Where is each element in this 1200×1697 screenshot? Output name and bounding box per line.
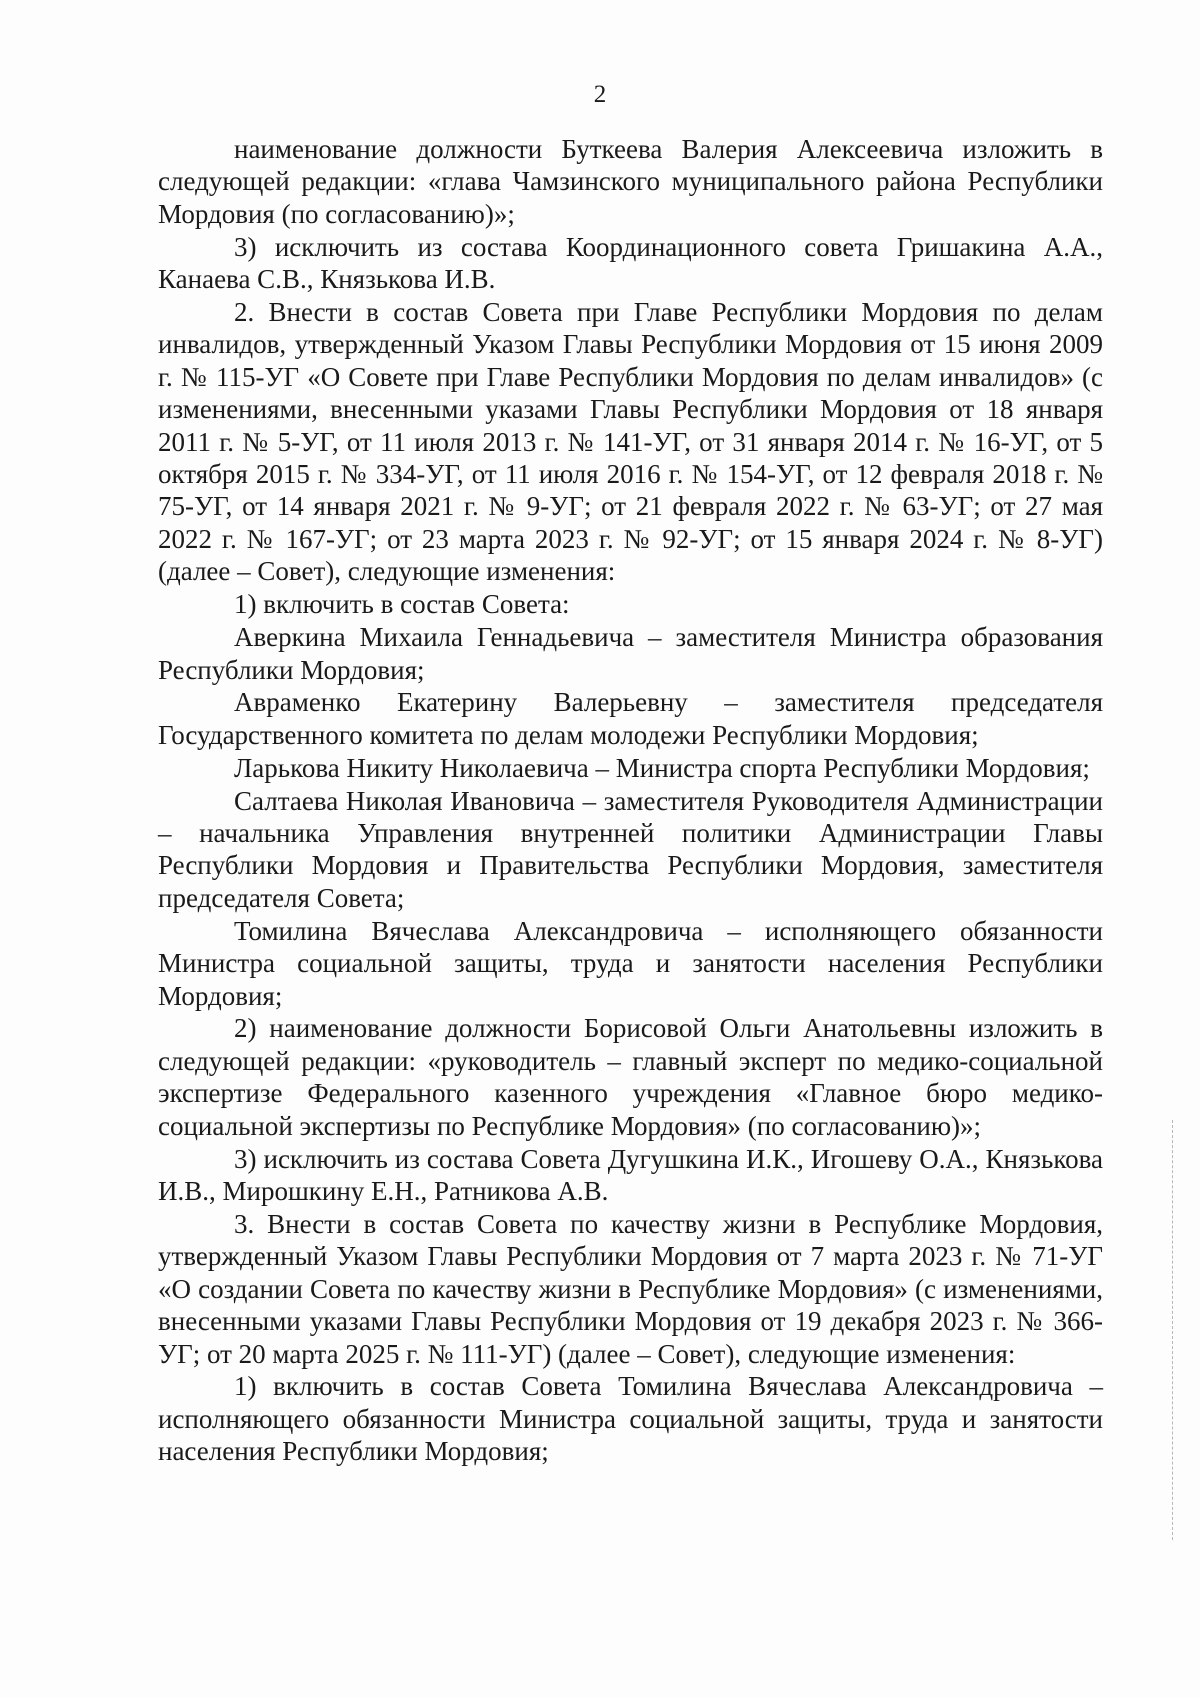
paragraph: 2. Внести в состав Совета при Главе Республики Мордовия по делам инвалидов, утвержденный Указом Главы Республики Мордовия от 15 июня 2009 г. № 115-УГ «О Совете при Главе Республики Мордовия по делам инвалидов» (с изменениями, внесенными указами Главы Республики Мордовия от 18 января 2011 г. № 5-УГ, от 11 июля 2013 г. № 141-УГ, от 31 января 2014 г. № 16-УГ, от 5 октября 2015 г. № 334-УГ, от 11 июля 2016 г. № 154-УГ, от 12 февраля 2018 г. № 75-УГ, от 14 января 2021 г. № 9-УГ; от 21 февраля 2022 г. № 63-УГ; от 27 мая 2022 г. № 167-УГ; от 23 марта 2023 г. № 92-УГ; от 15 января 2024 г. № 8-УГ) (далее – Совет), следующие изменения: (158, 297, 1103, 587)
paragraph: 3. Внести в состав Совета по качеству жизни в Республике Мордовия, утвержденный Указом Главы Республики Мордовия от 7 марта 2023 г. № 71-УГ «О создании Совета по качеству жизни в Республике Мордовия» (с изменениями, внесенными указами Главы Республики Мордовия от 19 декабря 2023 г. № 366-УГ; от 20 марта 2025 г. № 111-УГ) (далее – Совет), следующие изменения: (158, 1208, 1103, 1369)
paragraph: Ларькова Никиту Николаевича – Министра спорта Республики Мордовия; (234, 752, 1090, 783)
page-number: 2 (593, 81, 607, 108)
paragraph: 3) исключить из состава Координационного совета Гришакина А.А., Канаева С.В., Князькова И.В. (158, 231, 1103, 295)
document-body (158, 133, 1103, 1468)
paragraph: 3) исключить из состава Совета Дугушкина И.К., Игошеву О.А., Князькова И.В., Мирошкину Е.Н., Ратникова А.В. (158, 1143, 1103, 1206)
paragraph: 2) наименование должности Борисовой Ольги Анатольевны изложить в следующей редакции: «руководитель – главный эксперт по медико-социальной экспертизе Федерального казенного учреждения «Главное бюро медико-социальной экспертизы по Республике Мордовия» (по согласованию)»; (158, 1013, 1103, 1141)
paragraph: 1) включить в состав Совета: (234, 589, 570, 620)
paragraph: 1) включить в состав Совета Томилина Вячеслава Александровича – исполняющего обязанности Министра социальной защиты, труда и занятости населения Республики Мордовия; (158, 1371, 1103, 1467)
paragraph: Томилина Вячеслава Александровича – исполняющего обязанности Министра социальной защиты, труда и занятости населения Республики Мордовия; (158, 915, 1103, 1011)
paragraph: наименование должности Буткеева Валерия Алексеевича изложить в следующей редакции: «глава Чамзинского муниципального района Республики Мордовия (по согласованию)»; (158, 134, 1103, 229)
paragraph: Салтаева Николая Ивановича – заместителя Руководителя Администрации – начальника Управления внутренней политики Администрации Главы Республики Мордовия и Правительства Республики Мордовия, заместителя председателя Совета; (158, 785, 1103, 913)
paragraph: Авраменко Екатерину Валерьевну – заместителя председателя Государственного комитета по делам молодежи Республики Мордовия; (158, 687, 1103, 750)
scan-binding-edge (1172, 1120, 1175, 1540)
paragraph: Аверкина Михаила Геннадьевича – заместителя Министра образования Республики Мордовия; (158, 622, 1103, 685)
